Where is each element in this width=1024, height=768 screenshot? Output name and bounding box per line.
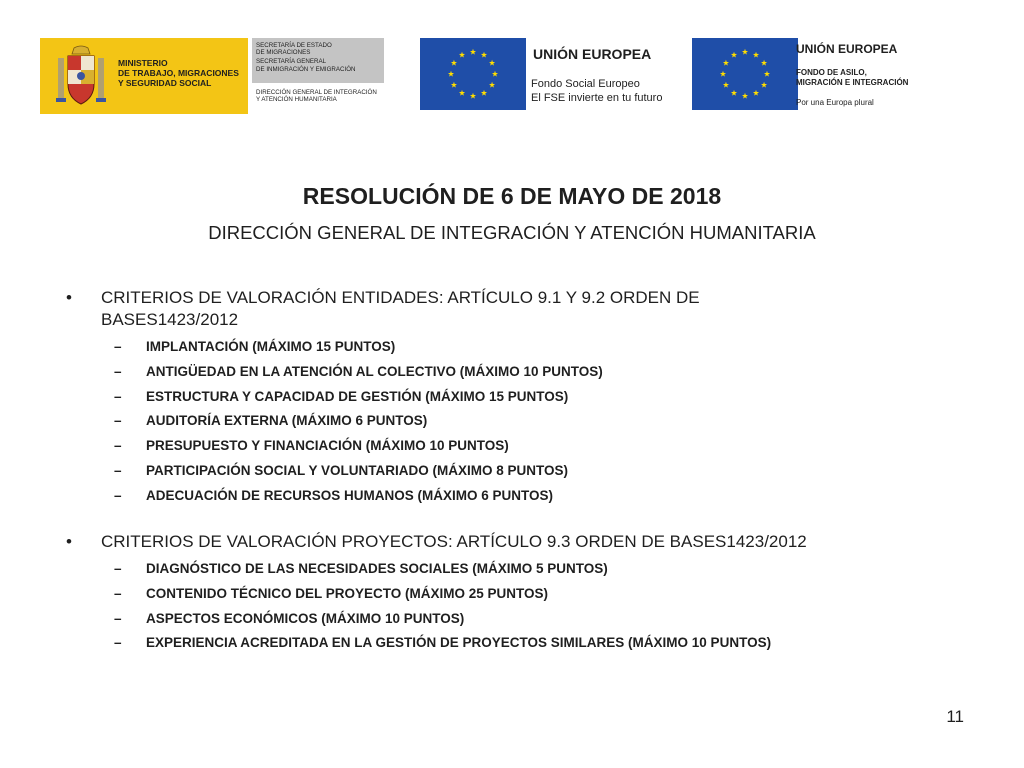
page-number: 11 — [946, 707, 964, 726]
ministry-direccion-text — [256, 89, 377, 103]
section-heading-line: CRITERIOS DE VALORACIÓN ENTIDADES: ARTÍCULO 9.1 Y 9.2 ORDEN DE — [101, 288, 700, 307]
eu-flag-icon — [692, 38, 798, 110]
list-item — [66, 360, 966, 385]
eu-fami-line1: FONDO DE ASILO, — [796, 68, 867, 77]
coat-of-arms-icon — [52, 44, 110, 110]
section-heading — [66, 531, 966, 553]
list-item-text: ADECUACIÓN DE RECURSOS HUMANOS (MÁXIMO 6 PUNTOS) — [146, 487, 554, 503]
eu-star-icon — [451, 82, 457, 88]
eu-fami-line3: Por una Europa plural — [796, 98, 874, 107]
list-item-text: AUDITORÍA EXTERNA (MÁXIMO 6 PUNTOS) — [146, 413, 428, 429]
criteria-list — [66, 557, 966, 656]
eu-star-icon — [723, 82, 729, 88]
dash-icon: – — [114, 388, 122, 404]
list-item-text: PARTICIPACIÓN SOCIAL Y VOLUNTARIADO (MÁXIMO 8 PUNTOS) — [146, 462, 569, 478]
list-item — [66, 484, 966, 509]
eu-fami-title: UNIÓN EUROPEA — [796, 42, 898, 56]
eu-star-icon — [459, 52, 465, 58]
section-heading-line: BASES1423/2012 — [101, 310, 239, 329]
direccion-line: Y ATENCIÓN HUMANITARIA — [256, 96, 337, 104]
dash-icon: – — [114, 363, 122, 379]
dash-icon: – — [114, 487, 122, 503]
list-item-text: ANTIGÜEDAD EN LA ATENCIÓN AL COLECTIVO (MÁXIMO 10 PUNTOS) — [146, 363, 603, 379]
eu-star-icon — [764, 71, 770, 77]
list-item — [66, 434, 966, 459]
eu-star-icon — [459, 90, 465, 96]
secretaria-line: DE INMIGRACIÓN Y EMIGRACIÓN — [256, 65, 356, 73]
list-item-text: ESTRUCTURA Y CAPACIDAD DE GESTIÓN (MÁXIMO 15 PUNTOS) — [146, 388, 569, 404]
dash-icon: – — [114, 413, 122, 429]
ministry-name-line: MINISTERIO — [118, 58, 168, 68]
eu-star-icon — [731, 90, 737, 96]
eu-star-icon — [448, 71, 454, 77]
ministry-name-line: DE TRABAJO, MIGRACIONES — [118, 68, 239, 78]
dash-icon: – — [114, 635, 122, 651]
dash-icon: – — [114, 462, 122, 478]
eu-star-icon — [742, 49, 748, 55]
list-item-text: DIAGNÓSTICO DE LAS NECESIDADES SOCIALES (MÁXIMO 5 PUNTOS) — [146, 561, 608, 576]
direccion-line: DIRECCIÓN GENERAL DE INTEGRACIÓN — [256, 89, 377, 96]
eu-star-icon — [489, 82, 495, 88]
eu-fse-line1: Fondo Social Europeo — [531, 78, 640, 90]
list-item-text: PRESUPUESTO Y FINANCIACIÓN (MÁXIMO 10 PUNTOS) — [146, 438, 509, 454]
dash-icon: – — [114, 585, 122, 601]
eu-star-icon — [731, 52, 737, 58]
bullet-icon: • — [66, 532, 72, 551]
list-item — [66, 409, 966, 434]
eu-fse-line2: El FSE invierte en tu futuro — [531, 92, 663, 104]
eu-star-icon — [753, 90, 759, 96]
eu-star-icon — [720, 71, 726, 77]
secretaria-line: DE MIGRACIONES — [256, 49, 311, 57]
page-title: RESOLUCIÓN DE 6 DE MAYO DE 2018 — [302, 183, 722, 209]
eu-star-icon — [753, 52, 759, 58]
dash-icon: – — [114, 610, 122, 626]
list-item — [66, 385, 966, 410]
eu-star-icon — [481, 90, 487, 96]
eu-star-icon — [481, 52, 487, 58]
secretaria-line: SECRETARÍA DE ESTADO — [256, 42, 332, 49]
eu-flag-icon — [420, 38, 526, 110]
list-item — [66, 557, 966, 582]
ministry-name — [118, 58, 239, 88]
list-item — [66, 607, 966, 632]
eu-star-icon — [492, 71, 498, 77]
eu-fami-line2: MIGRACIÓN E INTEGRACIÓN — [796, 78, 909, 87]
list-item — [66, 335, 966, 360]
eu-star-icon — [470, 49, 476, 55]
eu-fse-title: UNIÓN EUROPEA — [533, 46, 652, 62]
dash-icon: – — [114, 561, 122, 576]
logo-strip — [0, 36, 1024, 116]
page-subtitle: DIRECCIÓN GENERAL DE INTEGRACIÓN Y ATENCIÓN HUMANITARIA — [208, 222, 816, 243]
eu-star-icon — [451, 60, 457, 66]
list-item — [66, 459, 966, 484]
section-heading-line: CRITERIOS DE VALORACIÓN PROYECTOS: ARTÍCULO 9.3 ORDEN DE BASES1423/2012 — [101, 532, 807, 551]
eu-star-icon — [489, 60, 495, 66]
dash-icon: – — [114, 339, 122, 354]
eu-star-icon — [723, 60, 729, 66]
list-item — [66, 582, 966, 607]
dash-icon: – — [114, 438, 122, 454]
secretaria-line: SECRETARÍA GENERAL — [256, 58, 327, 66]
list-item-text: EXPERIENCIA ACREDITADA EN LA GESTIÓN DE PROYECTOS SIMILARES (MÁXIMO 10 PUNTOS) — [146, 635, 772, 651]
section-heading — [66, 287, 966, 331]
eu-star-icon — [761, 60, 767, 66]
eu-star-icon — [470, 93, 476, 99]
criteria-section-entidades — [66, 287, 966, 509]
eu-star-icon — [761, 82, 767, 88]
list-item — [66, 631, 966, 656]
list-item-text: ASPECTOS ECONÓMICOS (MÁXIMO 10 PUNTOS) — [146, 610, 465, 626]
criteria-list — [66, 335, 966, 509]
criteria-section-proyectos — [66, 531, 966, 656]
eu-star-icon — [742, 93, 748, 99]
list-item-text: IMPLANTACIÓN (MÁXIMO 15 PUNTOS) — [146, 339, 396, 354]
ministry-secretaria-text — [256, 42, 355, 73]
bullet-icon: • — [66, 288, 72, 307]
list-item-text: CONTENIDO TÉCNICO DEL PROYECTO (MÁXIMO 25 PUNTOS) — [146, 585, 549, 601]
ministry-name-line: Y SEGURIDAD SOCIAL — [118, 78, 212, 88]
